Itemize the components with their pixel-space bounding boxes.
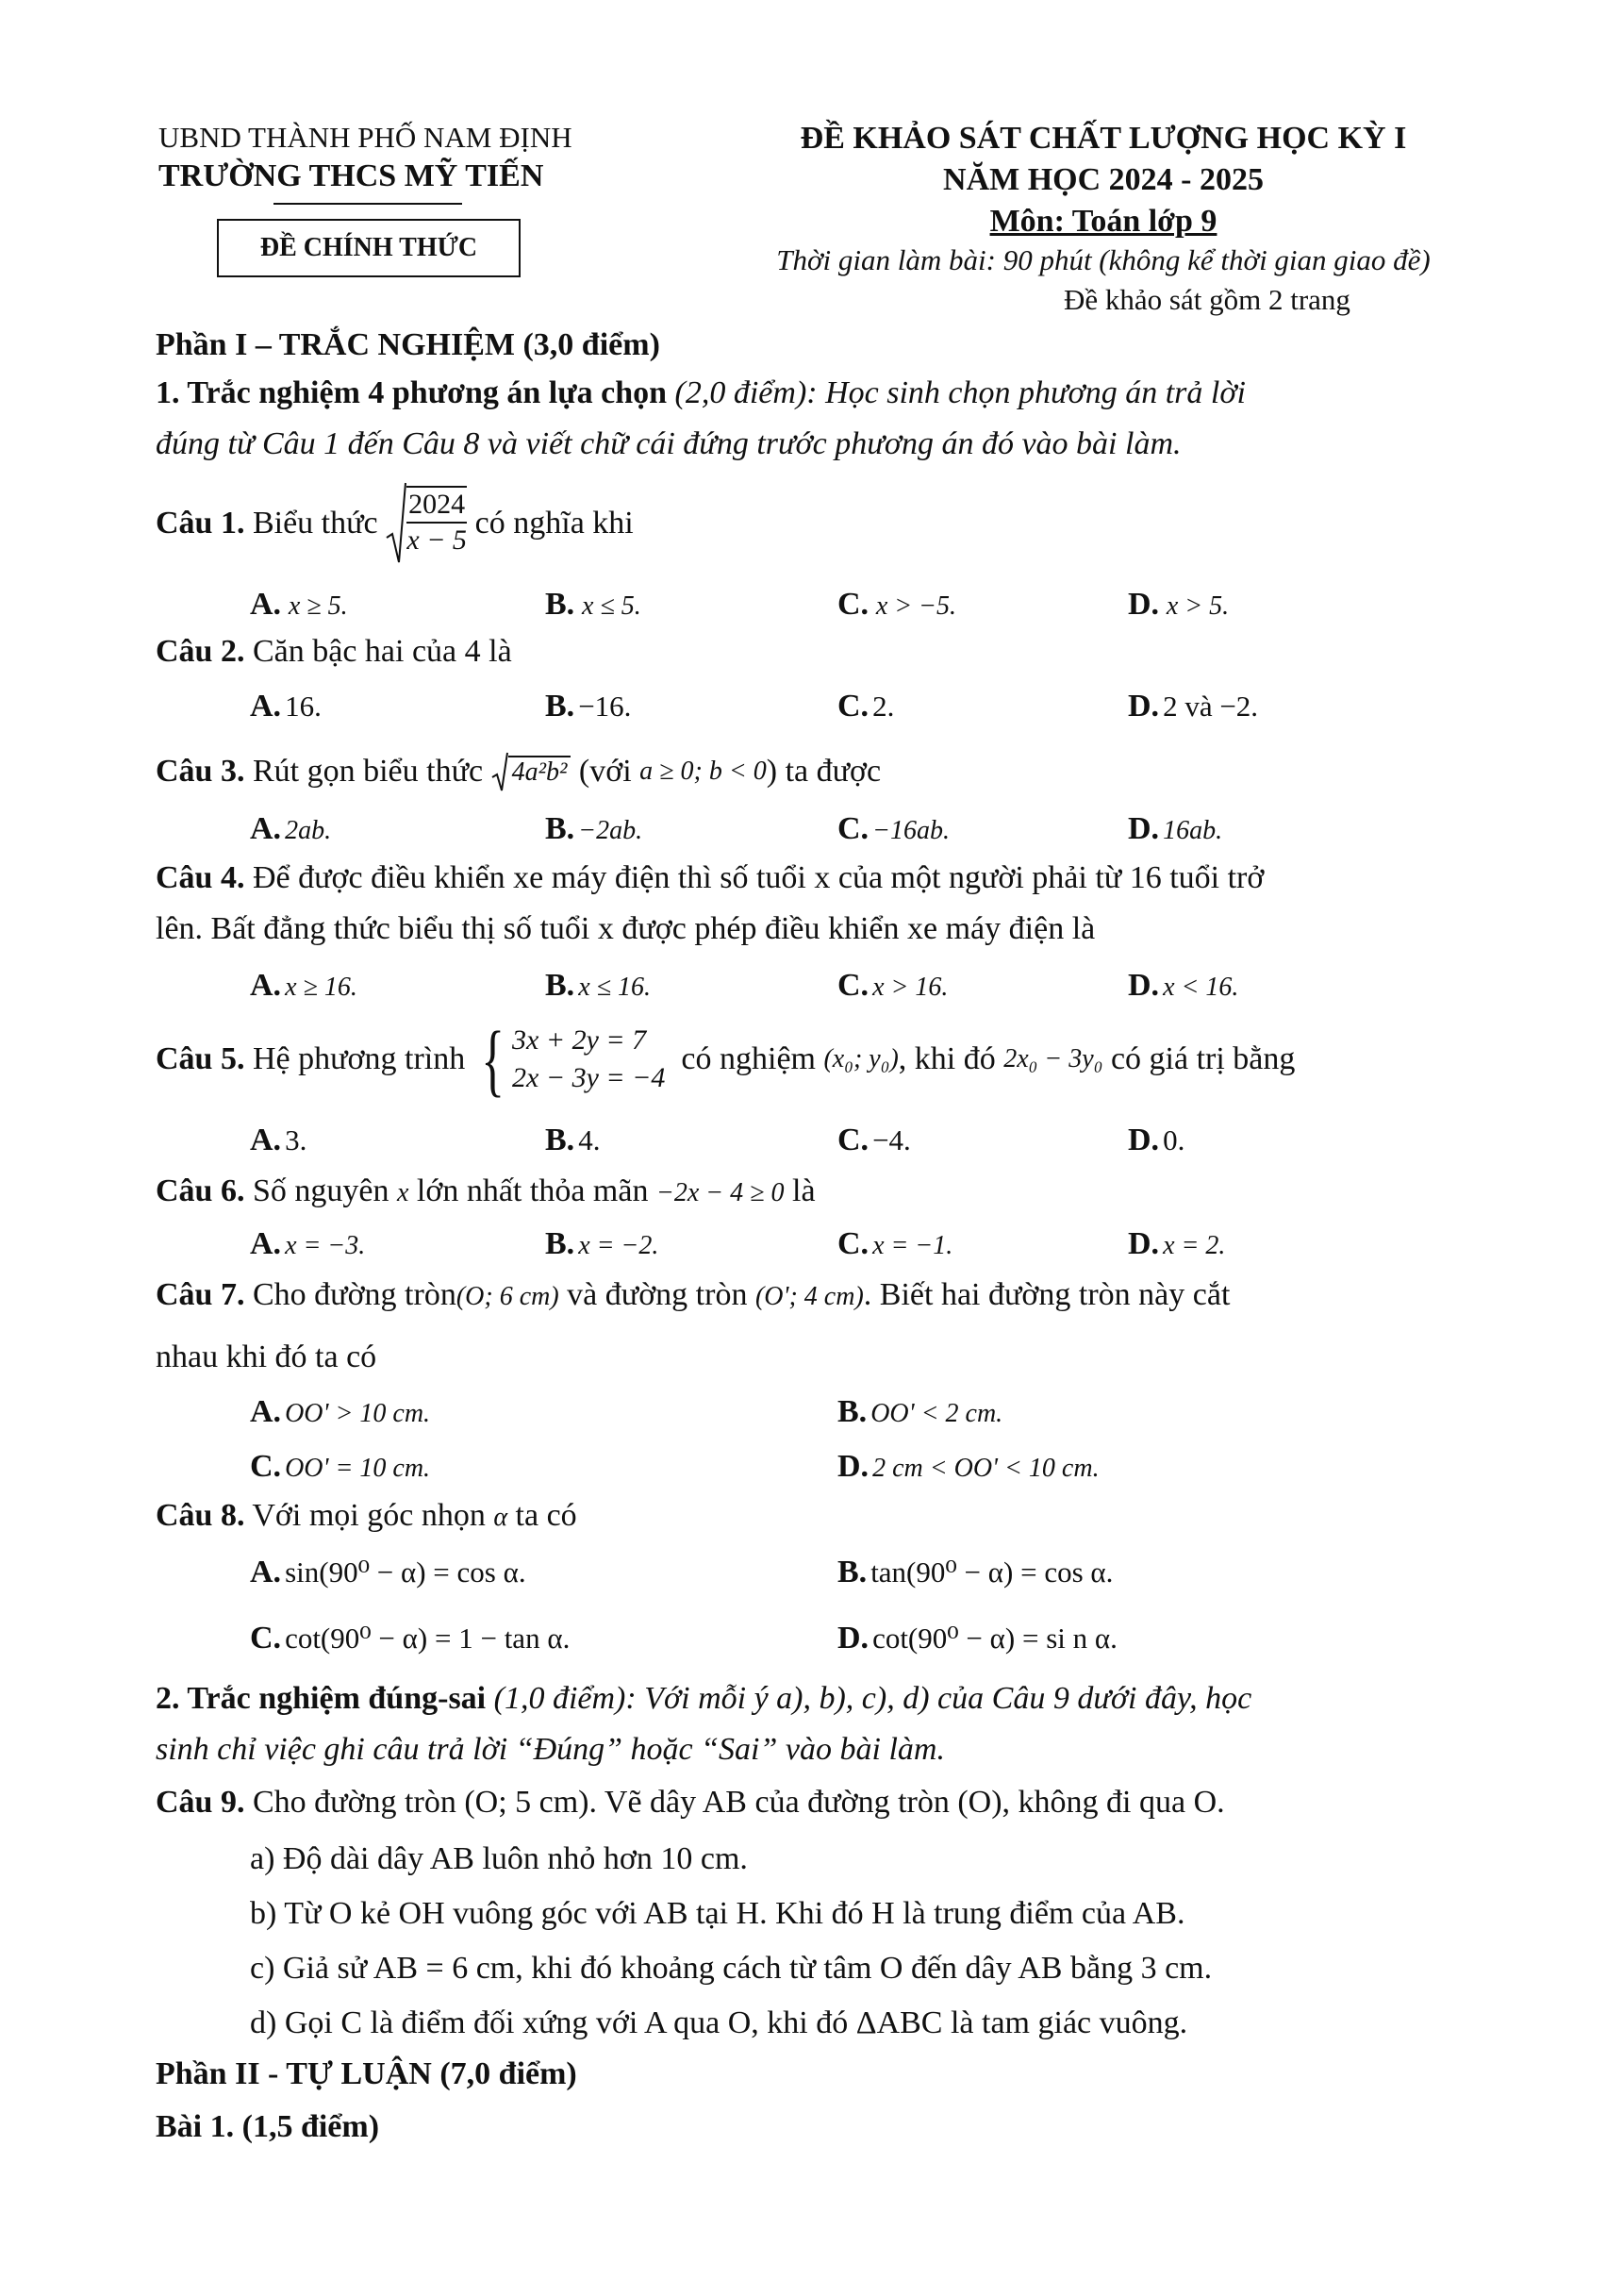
- exam-duration: Thời gian làm bài: 90 phút (không kể thời gian giao đề): [776, 243, 1431, 276]
- question-8: Câu 8. Với mọi góc nhọn α ta có: [156, 1498, 577, 1533]
- school-year: NĂM HỌC 2024 - 2025: [943, 162, 1264, 197]
- q9-item-d: d) Gọi C là điểm đối xứng với A qua O, khi đó ΔABC là tam giác vuông.: [250, 2005, 1188, 2040]
- section2-intro-cont: sinh chỉ việc ghi câu trả lời “Đúng” hoặc “Sai” vào bài làm.: [156, 1732, 945, 1767]
- subject: Môn: Toán lớp 9: [989, 204, 1217, 239]
- question-4-cont: lên. Bất đẳng thức biểu thị số tuổi x được phép điều khiển xe máy điện là: [156, 911, 1096, 946]
- q4-option-c[interactable]: C. x > 16.: [837, 968, 949, 1003]
- q5-option-b[interactable]: B. 4.: [545, 1123, 601, 1157]
- q2-option-c[interactable]: C. 2.: [837, 689, 895, 724]
- q5-option-d[interactable]: D. 0.: [1128, 1123, 1185, 1157]
- q3-option-b[interactable]: B. −2ab.: [545, 811, 643, 846]
- question-7: Câu 7. Cho đường tròn(O; 6 cm) và đường tròn (O'; 4 cm). Biết hai đường tròn này cắt: [156, 1277, 1231, 1312]
- q3-option-d[interactable]: D. 16ab.: [1128, 811, 1223, 846]
- question-4: Câu 4. Để được điều khiển xe máy điện thì số tuổi x của một người phải từ 16 tuổi trở: [156, 860, 1265, 895]
- q3-option-a[interactable]: A. 2ab.: [250, 811, 332, 846]
- system-brace: {: [481, 1014, 505, 1105]
- question-3: Câu 3. Rút gọn biểu thức 4a²b² (với a ≥ 0; b < 0 ) ta được: [156, 754, 882, 789]
- official-stamp: ĐỀ CHÍNH THỨC: [217, 219, 521, 277]
- q3-option-c[interactable]: C. −16ab.: [837, 811, 950, 846]
- bai1-title: Bài 1. (1,5 điểm): [156, 2109, 380, 2144]
- q5-option-a[interactable]: A. 3.: [250, 1123, 307, 1157]
- page-count-note: Đề khảo sát gồm 2 trang: [1064, 283, 1350, 316]
- sqrt-fraction: $\frac{2024}{x - 5}$: [386, 481, 467, 566]
- question-1: Câu 1. Biểu thức $\frac{2024}{x - 5}$ có nghĩa khi: [156, 481, 634, 566]
- q7-option-c[interactable]: C. OO' = 10 cm.: [250, 1449, 431, 1484]
- q9-item-a: a) Độ dài dây AB luôn nhỏ hơn 10 cm.: [250, 1841, 748, 1876]
- school-underline: [273, 203, 462, 205]
- q6-option-d[interactable]: D. x = 2.: [1128, 1226, 1226, 1261]
- department-name: UBND THÀNH PHỐ NAM ĐỊNH: [158, 121, 572, 154]
- q2-option-a[interactable]: A. 16.: [250, 689, 322, 724]
- q8-option-d[interactable]: D. cot(90⁰ − α) = si n α.: [837, 1621, 1118, 1655]
- q4-option-a[interactable]: A. x ≥ 16.: [250, 968, 357, 1003]
- q1-option-c[interactable]: C. x > −5.: [837, 587, 957, 622]
- q6-option-b[interactable]: B. x = −2.: [545, 1226, 659, 1261]
- q7-option-b[interactable]: B. OO' < 2 cm.: [837, 1394, 1003, 1429]
- question-5: Câu 5. Hệ phương trình { 3x + 2y = 7 2x − 3y = −4 có nghiệm (x₀; y₀) , khi đó 2x₀ − 3y₀ có giá trị bằng: [156, 1014, 1296, 1105]
- q4-option-d[interactable]: D. x < 16.: [1128, 968, 1239, 1003]
- q1-option-b[interactable]: B. x ≤ 5.: [545, 587, 641, 622]
- q9-item-c: c) Giả sử AB = 6 cm, khi đó khoảng cách từ tâm O đến dây AB bằng 3 cm.: [250, 1951, 1213, 1986]
- section1-intro-cont: đúng từ Câu 1 đến Câu 8 và viết chữ cái đứng trước phương án đó vào bài làm.: [156, 426, 1182, 461]
- section1-intro: 1. Trắc nghiệm 4 phương án lựa chọn (2,0 điểm): Học sinh chọn phương án trả lời: [156, 375, 1246, 410]
- q2-option-b[interactable]: B. −16.: [545, 689, 632, 724]
- question-9: Câu 9. Cho đường tròn (O; 5 cm). Vẽ dây AB của đường tròn (O), không đi qua O.: [156, 1785, 1225, 1820]
- q8-option-b[interactable]: B. tan(90⁰ − α) = cos α.: [837, 1555, 1114, 1589]
- school-name: TRƯỜNG THCS MỸ TIẾN: [158, 158, 544, 193]
- q2-option-d[interactable]: D. 2 và −2.: [1128, 689, 1259, 724]
- question-6: Câu 6. Số nguyên x lớn nhất thỏa mãn −2x − 4 ≥ 0 là: [156, 1173, 816, 1208]
- q7-option-d[interactable]: D. 2 cm < OO' < 10 cm.: [837, 1449, 1100, 1484]
- q8-option-a[interactable]: A. sin(90⁰ − α) = cos α.: [250, 1555, 526, 1589]
- q7-option-a[interactable]: A. OO' > 10 cm.: [250, 1394, 431, 1429]
- q1-option-d[interactable]: D. x > 5.: [1128, 587, 1230, 622]
- part2-title: Phần II - TỰ LUẬN (7,0 điểm): [156, 2056, 577, 2091]
- q9-item-b: b) Từ O kẻ OH vuông góc với AB tại H. Khi đó H là trung điểm của AB.: [250, 1896, 1185, 1931]
- q4-option-b[interactable]: B. x ≤ 16.: [545, 968, 651, 1003]
- question-7-cont: nhau khi đó ta có: [156, 1339, 377, 1374]
- q6-option-c[interactable]: C. x = −1.: [837, 1226, 953, 1261]
- part1-title: Phần I – TRẮC NGHIỆM (3,0 điểm): [156, 327, 660, 362]
- q5-option-c[interactable]: C. −4.: [837, 1123, 911, 1157]
- q6-option-a[interactable]: A. x = −3.: [250, 1226, 366, 1261]
- q8-option-c[interactable]: C. cot(90⁰ − α) = 1 − tan α.: [250, 1621, 571, 1655]
- exam-title: ĐỀ KHẢO SÁT CHẤT LƯỢNG HỌC KỲ I: [800, 121, 1407, 156]
- section2-intro: 2. Trắc nghiệm đúng-sai (1,0 điểm): Với mỗi ý a), b), c), d) của Câu 9 dưới đây, học: [156, 1681, 1252, 1716]
- q1-option-a[interactable]: A. x ≥ 5.: [250, 587, 348, 622]
- question-2: Câu 2. Căn bậc hai của 4 là: [156, 634, 512, 669]
